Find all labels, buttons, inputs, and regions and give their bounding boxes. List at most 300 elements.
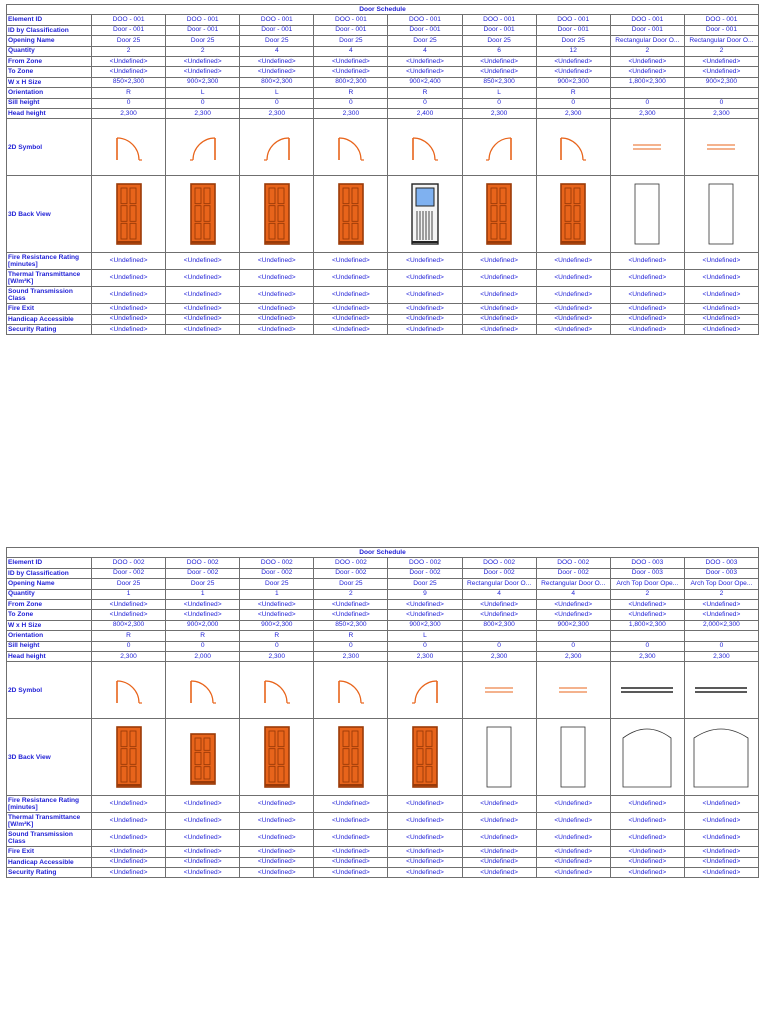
cell-sill-height: 0 — [684, 641, 758, 651]
cell-element-id: DOO - 001 — [314, 15, 388, 25]
cell-fire-rating: <Undefined> — [610, 796, 684, 813]
cell-to-zone: <Undefined> — [240, 67, 314, 77]
cell-id-by-class: Door - 001 — [314, 25, 388, 35]
cell-opening-name: Door 25 — [166, 36, 240, 46]
cell-element-id: DOO - 002 — [240, 558, 314, 568]
cell-to-zone: <Undefined> — [166, 67, 240, 77]
row-to-zone — [7, 610, 759, 620]
row-head-height — [7, 651, 759, 661]
cell-opening-name: Arch Top Door Ope... — [684, 579, 758, 589]
cell-element-id: DOO - 001 — [610, 15, 684, 25]
cell-opening-name: Rectangular Door O... — [610, 36, 684, 46]
panel-door-back-view-icon — [321, 724, 381, 790]
cell-thermal: <Undefined> — [610, 270, 684, 287]
row-fire-rating — [7, 253, 759, 270]
cell-head-height: 2,300 — [314, 108, 388, 118]
cell-orientation — [462, 631, 536, 641]
door-schedule-table-2 — [6, 547, 759, 878]
cell-symbol-2d — [462, 662, 536, 719]
cell-symbol-2d — [166, 119, 240, 176]
cell-quantity: 1 — [166, 589, 240, 599]
cell-head-height: 2,300 — [92, 651, 166, 661]
panel-door-back-view-icon — [247, 724, 307, 790]
cell-thermal: <Undefined> — [462, 270, 536, 287]
cell-from-zone: <Undefined> — [536, 56, 610, 66]
cell-to-zone: <Undefined> — [536, 67, 610, 77]
rect-opening-back-view-icon — [543, 724, 603, 790]
cell-element-id: DOO - 002 — [314, 558, 388, 568]
cell-fire-exit: <Undefined> — [610, 847, 684, 857]
cell-symbol-2d — [166, 662, 240, 719]
cell-sound: <Undefined> — [166, 287, 240, 304]
row-id-by-class — [7, 568, 759, 578]
row-label-security: Security Rating — [7, 868, 92, 878]
row-handicap — [7, 314, 759, 324]
row-opening-name — [7, 36, 759, 46]
cell-from-zone: <Undefined> — [166, 599, 240, 609]
row-element-id — [7, 558, 759, 568]
cell-back-view-3d — [610, 719, 684, 796]
cell-quantity: 4 — [536, 589, 610, 599]
swing-l-door-symbol-icon — [479, 130, 519, 164]
cell-element-id: DOO - 001 — [240, 15, 314, 25]
cell-orientation: R — [166, 631, 240, 641]
cell-head-height: 2,300 — [462, 108, 536, 118]
cell-quantity: 12 — [536, 46, 610, 56]
cell-wh-size: 800×2,300 — [92, 620, 166, 630]
cell-handicap: <Undefined> — [536, 314, 610, 324]
cell-id-by-class: Door - 001 — [610, 25, 684, 35]
cell-from-zone: <Undefined> — [314, 56, 388, 66]
cell-sill-height: 0 — [388, 98, 462, 108]
cell-quantity: 4 — [388, 46, 462, 56]
cell-to-zone: <Undefined> — [240, 610, 314, 620]
cell-sill-height: 0 — [610, 98, 684, 108]
cell-security: <Undefined> — [314, 868, 388, 878]
cell-quantity: 2 — [684, 589, 758, 599]
cell-orientation: L — [240, 88, 314, 98]
row-handicap — [7, 857, 759, 867]
cell-opening-name: Door 25 — [240, 36, 314, 46]
cell-orientation: R — [536, 88, 610, 98]
cell-fire-rating: <Undefined> — [314, 253, 388, 270]
cell-fire-rating: <Undefined> — [684, 253, 758, 270]
cell-sound: <Undefined> — [684, 830, 758, 847]
cell-sill-height: 0 — [240, 641, 314, 651]
cell-opening-name: Door 25 — [166, 579, 240, 589]
cell-fire-exit: <Undefined> — [314, 304, 388, 314]
cell-to-zone: <Undefined> — [610, 67, 684, 77]
row-label-symbol-2d: 2D Symbol — [7, 662, 92, 719]
cell-thermal: <Undefined> — [610, 813, 684, 830]
cell-orientation: R — [388, 88, 462, 98]
cell-opening-name: Rectangular Door O... — [536, 579, 610, 589]
row-fire-exit — [7, 304, 759, 314]
cell-to-zone: <Undefined> — [462, 67, 536, 77]
row-label-sound: Sound Transmission Class — [7, 830, 92, 847]
cell-fire-rating: <Undefined> — [462, 253, 536, 270]
cell-element-id: DOO - 001 — [462, 15, 536, 25]
cell-opening-name: Door 25 — [388, 579, 462, 589]
cell-back-view-3d — [240, 719, 314, 796]
cell-quantity: 1 — [240, 589, 314, 599]
cell-id-by-class: Door - 002 — [166, 568, 240, 578]
swing-r-door-symbol-icon — [257, 673, 297, 707]
row-label-opening-name: Opening Name — [7, 579, 92, 589]
cell-quantity: 9 — [388, 589, 462, 599]
cell-fire-rating: <Undefined> — [536, 253, 610, 270]
cell-wh-size: 900×2,400 — [388, 77, 462, 87]
row-from-zone — [7, 56, 759, 66]
cell-to-zone: <Undefined> — [388, 67, 462, 77]
row-label-quantity: Quantity — [7, 46, 92, 56]
swing-r-door-symbol-icon — [331, 673, 371, 707]
cell-from-zone: <Undefined> — [92, 599, 166, 609]
row-label-id-by-class: ID by Classification — [7, 25, 92, 35]
row-label-id-by-class: ID by Classification — [7, 568, 92, 578]
cell-to-zone: <Undefined> — [314, 67, 388, 77]
cell-sill-height: 0 — [92, 98, 166, 108]
cell-head-height: 2,300 — [462, 651, 536, 661]
cell-handicap: <Undefined> — [610, 857, 684, 867]
cell-back-view-3d — [388, 176, 462, 253]
cell-wh-size: 800×2,300 — [314, 77, 388, 87]
cell-orientation: R — [240, 631, 314, 641]
cell-sill-height: 0 — [240, 98, 314, 108]
cell-from-zone: <Undefined> — [610, 56, 684, 66]
cell-id-by-class: Door - 001 — [166, 25, 240, 35]
row-quantity — [7, 589, 759, 599]
cell-quantity: 4 — [314, 46, 388, 56]
cell-id-by-class: Door - 001 — [536, 25, 610, 35]
cell-from-zone: <Undefined> — [536, 599, 610, 609]
cell-quantity: 4 — [240, 46, 314, 56]
cell-symbol-2d — [536, 662, 610, 719]
cell-fire-exit: <Undefined> — [166, 304, 240, 314]
row-label-sill-height: Sill height — [7, 98, 92, 108]
cell-sound: <Undefined> — [240, 287, 314, 304]
cell-handicap: <Undefined> — [610, 314, 684, 324]
cell-thermal: <Undefined> — [536, 813, 610, 830]
cell-thermal: <Undefined> — [92, 813, 166, 830]
cell-fire-exit: <Undefined> — [536, 847, 610, 857]
panel-door-back-view-icon — [247, 181, 307, 247]
cell-thermal: <Undefined> — [388, 270, 462, 287]
cell-sill-height: 0 — [166, 641, 240, 651]
cell-thermal: <Undefined> — [314, 270, 388, 287]
cell-sound: <Undefined> — [92, 830, 166, 847]
cell-handicap: <Undefined> — [462, 857, 536, 867]
cell-id-by-class: Door - 001 — [388, 25, 462, 35]
panel-door-back-view-icon — [395, 724, 455, 790]
cell-thermal: <Undefined> — [240, 813, 314, 830]
cell-from-zone: <Undefined> — [92, 56, 166, 66]
cell-wh-size: 800×2,300 — [462, 620, 536, 630]
rect-opening-back-view-icon — [617, 181, 677, 247]
cell-orientation: R — [92, 631, 166, 641]
cell-element-id: DOO - 001 — [388, 15, 462, 25]
row-element-id — [7, 15, 759, 25]
cell-wh-size: 900×2,300 — [388, 620, 462, 630]
cell-element-id: DOO - 002 — [388, 558, 462, 568]
cell-back-view-3d — [536, 176, 610, 253]
cell-head-height: 2,300 — [388, 651, 462, 661]
panel-door-back-view-icon — [99, 181, 159, 247]
cell-symbol-2d — [610, 119, 684, 176]
cell-orientation: R — [314, 88, 388, 98]
cell-wh-size: 850×2,300 — [92, 77, 166, 87]
cell-head-height: 2,300 — [166, 108, 240, 118]
cell-symbol-2d — [684, 119, 758, 176]
row-label-sound: Sound Transmission Class — [7, 287, 92, 304]
cell-handicap: <Undefined> — [240, 857, 314, 867]
cell-wh-size: 850×2,300 — [314, 620, 388, 630]
cell-sound: <Undefined> — [314, 287, 388, 304]
row-label-security: Security Rating — [7, 325, 92, 335]
cell-sill-height: 0 — [166, 98, 240, 108]
cell-head-height: 2,300 — [314, 651, 388, 661]
row-to-zone — [7, 67, 759, 77]
cell-to-zone: <Undefined> — [684, 67, 758, 77]
cell-element-id: DOO - 001 — [92, 15, 166, 25]
arch-opening-back-view-icon — [617, 724, 677, 790]
cell-to-zone: <Undefined> — [388, 610, 462, 620]
cell-sound: <Undefined> — [388, 830, 462, 847]
cell-head-height: 2,300 — [92, 108, 166, 118]
cell-security: <Undefined> — [462, 325, 536, 335]
cell-security: <Undefined> — [388, 325, 462, 335]
opening-door-symbol-icon — [479, 673, 519, 707]
cell-orientation: L — [462, 88, 536, 98]
cell-wh-size: 1,800×2,300 — [610, 620, 684, 630]
cell-thermal: <Undefined> — [388, 813, 462, 830]
cell-fire-exit: <Undefined> — [462, 847, 536, 857]
cell-id-by-class: Door - 001 — [240, 25, 314, 35]
cell-head-height: 2,000 — [166, 651, 240, 661]
cell-fire-exit: <Undefined> — [388, 847, 462, 857]
cell-wh-size: 2,000×2,300 — [684, 620, 758, 630]
cell-back-view-3d — [684, 176, 758, 253]
cell-to-zone: <Undefined> — [314, 610, 388, 620]
cell-back-view-3d — [92, 176, 166, 253]
cell-quantity: 4 — [462, 589, 536, 599]
cell-symbol-2d — [684, 662, 758, 719]
cell-sound: <Undefined> — [610, 287, 684, 304]
cell-quantity: 6 — [462, 46, 536, 56]
panel-door-back-view-icon — [321, 181, 381, 247]
cell-sill-height: 0 — [314, 641, 388, 651]
cell-thermal: <Undefined> — [536, 270, 610, 287]
cell-thermal: <Undefined> — [240, 270, 314, 287]
cell-fire-exit: <Undefined> — [462, 304, 536, 314]
cell-wh-size: 850×2,300 — [462, 77, 536, 87]
cell-sill-height: 0 — [462, 98, 536, 108]
cell-id-by-class: Door - 002 — [240, 568, 314, 578]
cell-to-zone: <Undefined> — [610, 610, 684, 620]
cell-head-height: 2,300 — [684, 108, 758, 118]
row-label-to-zone: To Zone — [7, 610, 92, 620]
cell-security: <Undefined> — [536, 868, 610, 878]
row-label-back-view-3d: 3D Back View — [7, 176, 92, 253]
cell-handicap: <Undefined> — [92, 314, 166, 324]
cell-symbol-2d — [92, 662, 166, 719]
row-opening-name — [7, 579, 759, 589]
cell-fire-rating: <Undefined> — [536, 796, 610, 813]
cell-head-height: 2,300 — [240, 651, 314, 661]
cell-wh-size: 900×2,000 — [166, 620, 240, 630]
cell-from-zone: <Undefined> — [314, 599, 388, 609]
row-symbol-2d — [7, 662, 759, 719]
row-orientation — [7, 88, 759, 98]
cell-fire-exit: <Undefined> — [240, 304, 314, 314]
cell-back-view-3d — [610, 176, 684, 253]
cell-from-zone: <Undefined> — [684, 599, 758, 609]
cell-symbol-2d — [388, 119, 462, 176]
cell-opening-name: Rectangular Door O... — [462, 579, 536, 589]
cell-orientation: L — [388, 631, 462, 641]
cell-sound: <Undefined> — [92, 287, 166, 304]
row-label-handicap: Handicap Accessible — [7, 314, 92, 324]
cell-id-by-class: Door - 001 — [462, 25, 536, 35]
cell-fire-rating: <Undefined> — [166, 253, 240, 270]
row-orientation — [7, 631, 759, 641]
cell-orientation: R — [92, 88, 166, 98]
cell-wh-size: 1,800×2,300 — [610, 77, 684, 87]
cell-handicap: <Undefined> — [240, 314, 314, 324]
cell-quantity: 2 — [610, 46, 684, 56]
cell-fire-rating: <Undefined> — [388, 796, 462, 813]
cell-quantity: 2 — [684, 46, 758, 56]
cell-fire-rating: <Undefined> — [388, 253, 462, 270]
cell-element-id: DOO - 001 — [684, 15, 758, 25]
cell-from-zone: <Undefined> — [240, 599, 314, 609]
cell-from-zone: <Undefined> — [388, 599, 462, 609]
row-sill-height — [7, 98, 759, 108]
cell-symbol-2d — [388, 662, 462, 719]
cell-element-id: DOO - 002 — [536, 558, 610, 568]
cell-fire-exit: <Undefined> — [388, 304, 462, 314]
swing-r-door-symbol-icon — [109, 673, 149, 707]
swing-r-door-symbol-icon — [553, 130, 593, 164]
panel-door-back-view-icon — [173, 181, 233, 247]
cell-handicap: <Undefined> — [92, 857, 166, 867]
row-label-element-id: Element ID — [7, 15, 92, 25]
row-label-opening-name: Opening Name — [7, 36, 92, 46]
row-label-from-zone: From Zone — [7, 56, 92, 66]
cell-security: <Undefined> — [536, 325, 610, 335]
cell-quantity: 2 — [314, 589, 388, 599]
cell-security: <Undefined> — [166, 325, 240, 335]
cell-orientation — [536, 631, 610, 641]
cell-quantity: 2 — [92, 46, 166, 56]
cell-symbol-2d — [240, 119, 314, 176]
cell-back-view-3d — [314, 719, 388, 796]
row-label-wh-size: W x H Size — [7, 620, 92, 630]
cell-back-view-3d — [166, 719, 240, 796]
row-id-by-class — [7, 25, 759, 35]
cell-fire-rating: <Undefined> — [610, 253, 684, 270]
swing-r-door-symbol-icon — [405, 130, 445, 164]
row-label-element-id: Element ID — [7, 558, 92, 568]
cell-element-id: DOO - 003 — [684, 558, 758, 568]
cell-head-height: 2,300 — [536, 108, 610, 118]
cell-thermal: <Undefined> — [166, 813, 240, 830]
opening-door-symbol-icon — [627, 130, 667, 164]
row-label-sill-height: Sill height — [7, 641, 92, 651]
cell-symbol-2d — [610, 662, 684, 719]
arch-opening-wide-back-view-icon — [691, 724, 751, 790]
cell-back-view-3d — [684, 719, 758, 796]
row-quantity — [7, 46, 759, 56]
cell-fire-exit: <Undefined> — [610, 304, 684, 314]
cell-element-id: DOO - 003 — [610, 558, 684, 568]
cell-security: <Undefined> — [314, 325, 388, 335]
cell-thermal: <Undefined> — [166, 270, 240, 287]
row-symbol-2d — [7, 119, 759, 176]
cell-handicap: <Undefined> — [684, 314, 758, 324]
cell-security: <Undefined> — [92, 868, 166, 878]
cell-orientation — [610, 631, 684, 641]
cell-to-zone: <Undefined> — [536, 610, 610, 620]
cell-from-zone: <Undefined> — [462, 599, 536, 609]
cell-back-view-3d — [462, 719, 536, 796]
cell-handicap: <Undefined> — [166, 314, 240, 324]
cell-opening-name: Door 25 — [388, 36, 462, 46]
cell-thermal: <Undefined> — [684, 270, 758, 287]
cell-sound: <Undefined> — [462, 287, 536, 304]
swing-l-door-symbol-icon — [257, 130, 297, 164]
cell-back-view-3d — [388, 719, 462, 796]
cell-sill-height: 0 — [92, 641, 166, 651]
cell-opening-name: Door 25 — [240, 579, 314, 589]
cell-handicap: <Undefined> — [388, 314, 462, 324]
cell-from-zone: <Undefined> — [684, 56, 758, 66]
arch-opening-door-symbol-icon — [619, 673, 675, 707]
opening-door-symbol-icon — [701, 130, 741, 164]
row-from-zone — [7, 599, 759, 609]
cell-security: <Undefined> — [92, 325, 166, 335]
schedule-title: Door Schedule — [7, 5, 759, 15]
cell-sound: <Undefined> — [610, 830, 684, 847]
row-label-symbol-2d: 2D Symbol — [7, 119, 92, 176]
cell-to-zone: <Undefined> — [92, 67, 166, 77]
cell-thermal: <Undefined> — [462, 813, 536, 830]
row-label-to-zone: To Zone — [7, 67, 92, 77]
row-security — [7, 868, 759, 878]
cell-to-zone: <Undefined> — [166, 610, 240, 620]
cell-security: <Undefined> — [166, 868, 240, 878]
row-thermal — [7, 813, 759, 830]
cell-head-height: 2,300 — [610, 108, 684, 118]
arch-opening-door-symbol-icon — [693, 673, 749, 707]
cell-quantity: 1 — [92, 589, 166, 599]
cell-opening-name: Door 25 — [92, 579, 166, 589]
cell-fire-exit: <Undefined> — [166, 847, 240, 857]
cell-fire-exit: <Undefined> — [92, 304, 166, 314]
cell-fire-rating: <Undefined> — [240, 253, 314, 270]
cell-from-zone: <Undefined> — [610, 599, 684, 609]
cell-fire-rating: <Undefined> — [166, 796, 240, 813]
cell-symbol-2d — [462, 119, 536, 176]
row-fire-exit — [7, 847, 759, 857]
cell-fire-exit: <Undefined> — [536, 304, 610, 314]
cell-wh-size: 900×2,300 — [536, 620, 610, 630]
cell-id-by-class: Door - 002 — [92, 568, 166, 578]
swing-l-door-symbol-icon — [405, 673, 445, 707]
cell-opening-name: Door 25 — [314, 36, 388, 46]
row-security — [7, 325, 759, 335]
cell-handicap: <Undefined> — [314, 314, 388, 324]
